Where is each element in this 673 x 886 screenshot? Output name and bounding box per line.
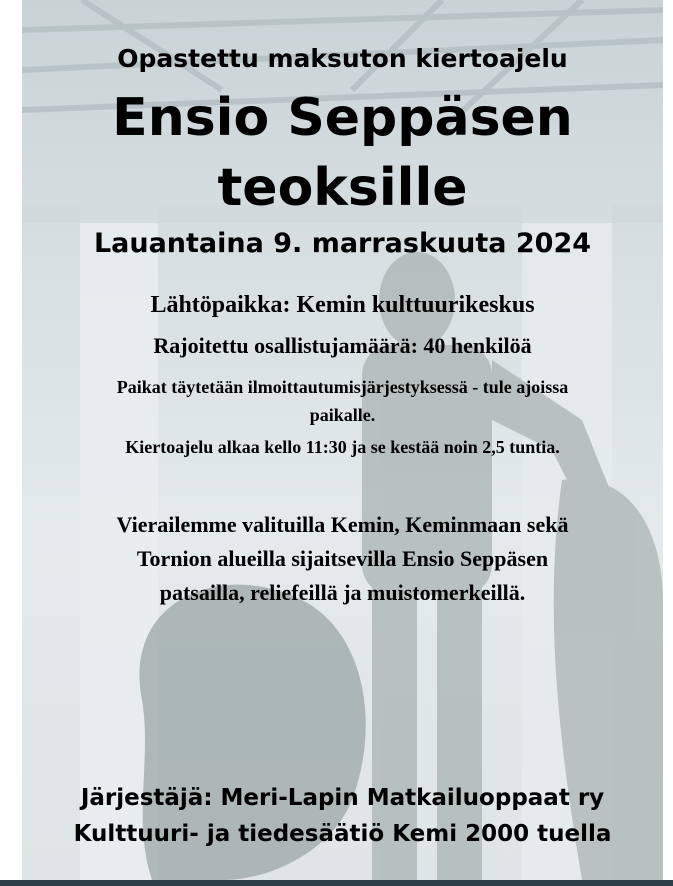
title-line-1: Ensio Seppäsen [112,88,573,148]
tour-schedule: Kiertoajelu alkaa kello 11:30 ja se kestää noin 2,5 tuntia. [125,437,560,457]
tour-description [22,508,663,610]
bottom-bar [0,880,673,886]
description-line-1: Vierailemme valituilla Kemin, Keminmaan sekä [116,512,569,537]
event-date: Lauantaina 9. marraskuuta 2024 [93,228,592,259]
subtitle: Opastettu maksuton kiertoajelu [117,44,568,73]
event-poster [22,0,663,880]
description-line-3: patsailla, reliefeillä ja muistomerkeillä. [159,580,526,605]
registration-note [22,373,663,429]
participant-limit: Rajoitettu osallistujamäärä: 40 henkilöä [153,333,532,358]
departure-place: Lähtöpaikka: Kemin kulttuurikeskus [150,292,535,318]
title-line-2: teoksille [217,158,468,218]
sponsor-note: Kulttuuri- ja tiedesäätiö Kemi 2000 tuella [73,821,612,847]
description-line-2: Tornion alueilla sijaitsevilla Ensio Seppäsen [136,546,549,571]
poster-text [22,0,663,880]
organizer: Järjestäjä: Meri-Lapin Matkailuoppaat ry [80,785,605,811]
registration-note-line-2: paikalle. [309,405,376,425]
registration-note-line-1: Paikat täytetään ilmoittautumisjärjestyksessä - tule ajoissa [116,377,569,397]
